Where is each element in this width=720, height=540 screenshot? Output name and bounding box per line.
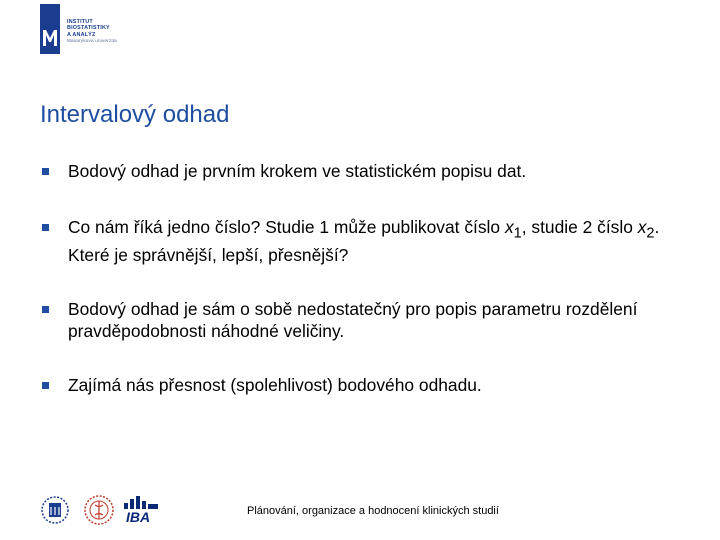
iba-logo	[122, 493, 160, 527]
logo-subtitle: Masarykova univerzita	[67, 38, 117, 44]
variable-x: x	[504, 217, 514, 237]
subscript-2: 2	[646, 225, 655, 242]
logo-text	[67, 19, 117, 45]
bullet-square-icon	[42, 382, 49, 389]
bullet-text-2-part-3: . Které je správnější, lepší, přesnější?	[68, 217, 660, 266]
bullet-square-icon	[42, 168, 49, 175]
logo-line-3: A ANALÝZ	[67, 31, 96, 38]
bullet-text-2-part-2: , studie 2 číslo	[521, 217, 638, 237]
bullet-text-3: Bodový odhad je sám o sobě nedostatečný pro popis parametru rozdělení pravděpodobnosti náhodné veličiny.	[68, 299, 638, 342]
muni-seal-icon	[40, 493, 70, 527]
logo-line-1: INSTITUT	[67, 19, 93, 25]
bullet-item-4	[40, 374, 680, 396]
institute-logo	[40, 4, 140, 54]
bullet-square-icon	[42, 306, 49, 313]
subscript-1: 1	[513, 225, 522, 242]
bullet-text-1: Bodový odhad je prvním krokem ve statistickém popisu dat.	[68, 161, 527, 181]
muni-logo-mark	[40, 4, 60, 54]
variable-x: x	[637, 217, 647, 237]
logo-line-2: BIOSTATISTIKY	[67, 25, 110, 32]
bullet-text-4: Zajímá nás přesnost (spolehlivost) bodového odhadu.	[68, 375, 482, 396]
bullet-item-1	[40, 160, 680, 182]
slide-title: Intervalový odhad	[40, 101, 230, 128]
footer-text: Plánování, organizace a hodnocení klinických studií	[247, 505, 499, 517]
iba-label: IBA	[126, 509, 151, 525]
bullet-list	[40, 160, 680, 396]
bullet-square-icon	[42, 224, 49, 231]
bullet-item-3	[40, 298, 680, 342]
bullet-text-2-part-1: Co nám říká jedno číslo? Studie 1 může publikovat číslo	[68, 217, 505, 237]
medical-faculty-seal-icon	[83, 493, 115, 527]
bullet-item-2	[40, 216, 680, 266]
